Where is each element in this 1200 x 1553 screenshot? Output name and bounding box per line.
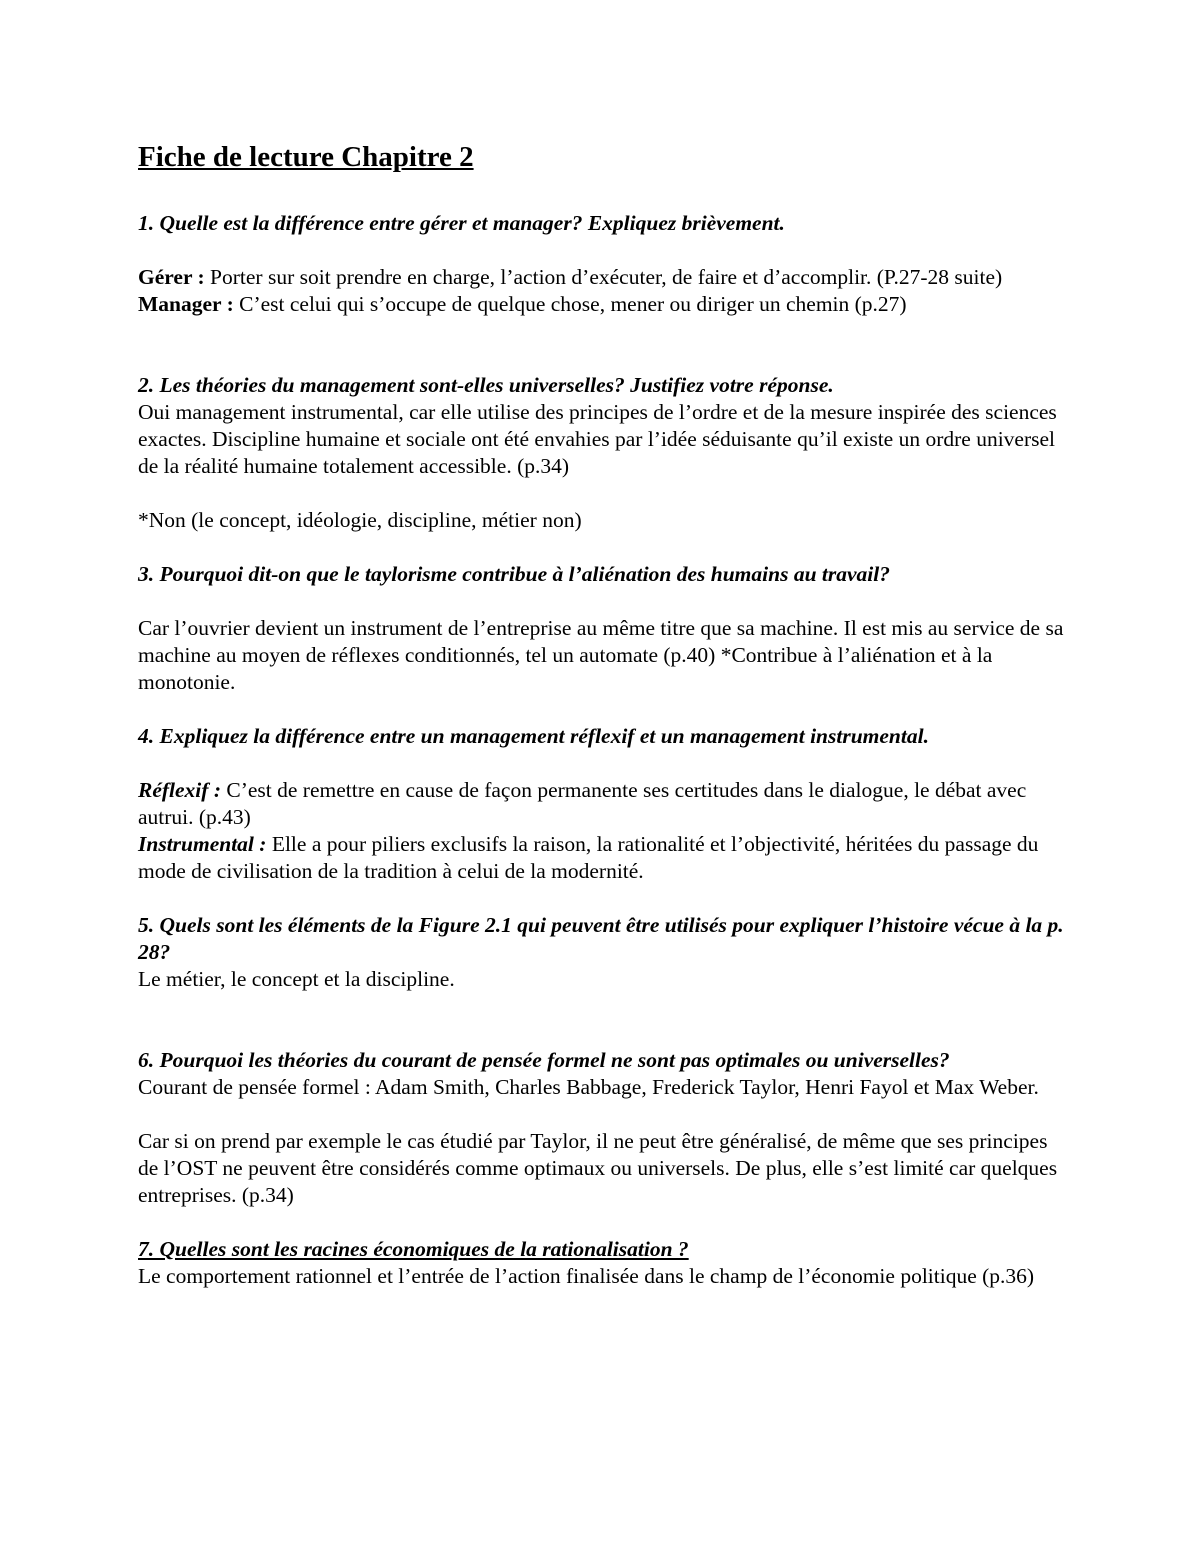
manager-text: C’est celui qui s’occupe de quelque chose, mener ou diriger un chemin (p.27) xyxy=(233,292,907,316)
question-7: 7. Quelles sont les racines économiques de la rationalisation ? xyxy=(138,1237,689,1261)
question-1: 1. Quelle est la différence entre gérer et manager? Expliquez brièvement. xyxy=(138,211,785,235)
document-page xyxy=(138,138,1068,1290)
gerer-label: Gérer : xyxy=(138,265,205,289)
document-title: Fiche de lecture Chapitre 2 xyxy=(138,141,474,173)
reflexif-text: C’est de remettre en cause de façon permanente ses certitudes dans le dialogue, le débat avec autrui. (p.43) xyxy=(138,778,1027,829)
question-3: 3. Pourquoi dit-on que le taylorisme contribue à l’aliénation des humains au travail? xyxy=(138,562,890,586)
answer-6-part-1: Courant de pensée formel : Adam Smith, Charles Babbage, Frederick Taylor, Henri Fayol et Max Weber. xyxy=(138,1075,1039,1099)
question-6: 6. Pourquoi les théories du courant de pensée formel ne sont pas optimales ou universelles? xyxy=(138,1048,950,1072)
reflexif-label: Réflexif : xyxy=(138,778,221,802)
manager-label: Manager : xyxy=(138,292,234,316)
answer-6-part-2: Car si on prend par exemple le cas étudié par Taylor, il ne peut être généralisé, de même que ses principes de l’OST ne peuvent être considérés comme optimaux ou universels. De plus, elle s’est limité car quelques entreprises. (p.34) xyxy=(138,1129,1058,1207)
answer-1-manager xyxy=(138,291,1068,318)
question-4: 4. Expliquez la différence entre un management réflexif et un management instrumental. xyxy=(138,724,929,748)
instrumental-label: Instrumental : xyxy=(138,832,267,856)
answer-5: Le métier, le concept et la discipline. xyxy=(138,967,455,991)
answer-1-gerer xyxy=(138,264,1068,291)
question-5: 5. Quels sont les éléments de la Figure 2.1 qui peuvent être utilisés pour expliquer l’histoire vécue à la p. 28? xyxy=(138,913,1064,964)
answer-7: Le comportement rationnel et l’entrée de l’action finalisée dans le champ de l’économie politique (p.36) xyxy=(138,1264,1035,1288)
answer-2: Oui management instrumental, car elle utilise des principes de l’ordre et de la mesure inspirée des sciences exactes. Discipline humaine et sociale ont été envahies par l’idée séduisante qu’il existe un ordre universel de la réalité humaine totalement accessible. (p.34) xyxy=(138,400,1057,478)
answer-4-reflexif xyxy=(138,777,1068,831)
answer-2-note: *Non (le concept, idéologie, discipline, métier non) xyxy=(138,508,582,532)
instrumental-text: Elle a pour piliers exclusifs la raison, la rationalité et l’objectivité, héritées du passage du mode de civilisation de la tradition à celui de la modernité. xyxy=(138,832,1039,883)
answer-3: Car l’ouvrier devient un instrument de l’entreprise au même titre que sa machine. Il est mis au service de sa machine au moyen de réflexes conditionnés, tel un automate (p.40) *Contribue à l’aliénation et à la monotonie. xyxy=(138,616,1064,694)
question-2: 2. Les théories du management sont-elles universelles? Justifiez votre réponse. xyxy=(138,373,834,397)
gerer-text: Porter sur soit prendre en charge, l’action d’exécuter, de faire et d’accomplir. (P.27-28 suite) xyxy=(204,265,1003,289)
answer-4-instrumental xyxy=(138,831,1068,885)
